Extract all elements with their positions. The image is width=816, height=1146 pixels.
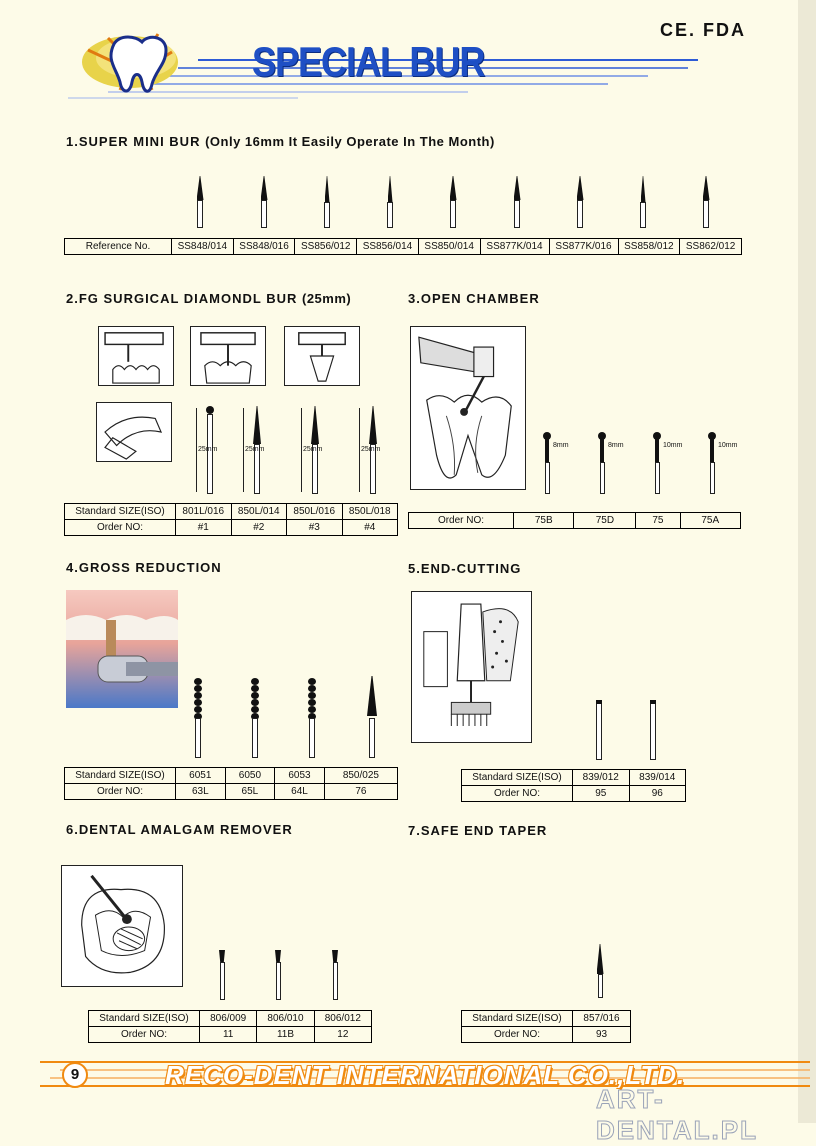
ref-cell: SS877K/014 <box>480 239 549 255</box>
dimension-label: 25mm <box>361 446 381 453</box>
bur-segment <box>194 678 202 685</box>
order-cell: #3 <box>287 520 343 536</box>
bur-shank <box>220 962 225 1000</box>
size-cell: 6050 <box>225 768 275 784</box>
dimension-line <box>359 408 360 492</box>
bur-head <box>219 950 225 962</box>
order-cell: 75A <box>680 513 740 529</box>
page-number: 9 <box>62 1062 88 1088</box>
bur-segment <box>251 678 259 685</box>
section-4-table <box>64 767 398 800</box>
size-cell: 6051 <box>176 768 226 784</box>
page-title: SPECIAL BUR <box>252 38 485 86</box>
order-cell: 63L <box>176 784 226 800</box>
order-cell: #1 <box>176 520 232 536</box>
bur-segment <box>308 685 316 692</box>
company-name: RECO-DENT INTERNATIONAL CO.,LTD. <box>165 1060 686 1090</box>
bur-segment <box>194 685 202 692</box>
size-cell: 850L/018 <box>342 504 398 520</box>
bur-head <box>253 406 261 444</box>
bur-segment <box>194 699 202 706</box>
bur-head <box>577 176 584 200</box>
bur-shank <box>207 414 213 494</box>
order-cell: 76 <box>324 784 397 800</box>
bur-segment <box>251 706 259 713</box>
bur-shank <box>387 202 393 228</box>
dimension-label: 8mm <box>608 442 624 449</box>
section-1-title <box>66 134 495 149</box>
bur-neck <box>545 438 549 462</box>
bur-shank <box>577 200 583 228</box>
ref-cell: SS850/014 <box>418 239 480 255</box>
bur-shank <box>261 200 267 228</box>
ref-cell: SS862/012 <box>680 239 742 255</box>
section-6-table <box>88 1010 372 1043</box>
bur-segment <box>194 692 202 699</box>
size-label: Standard SIZE(ISO) <box>89 1011 200 1027</box>
surgical-illustration-2 <box>190 326 266 386</box>
bur-head <box>325 176 330 202</box>
page-edge <box>798 0 816 1123</box>
ref-cell: SS856/012 <box>295 239 357 255</box>
size-cell: 857/016 <box>573 1011 631 1027</box>
dimension-label: 10mm <box>663 442 683 449</box>
bur-segment <box>251 692 259 699</box>
bur-shank <box>195 718 201 758</box>
bur-segment <box>308 678 316 685</box>
bur-shank <box>703 200 709 228</box>
size-cell: 850L/014 <box>231 504 287 520</box>
bur-head <box>311 406 319 444</box>
order-cell: 75 <box>636 513 680 529</box>
section-1-table <box>64 238 742 255</box>
bur-shank <box>598 974 603 998</box>
bur-head <box>206 406 214 414</box>
order-cell: 93 <box>573 1027 631 1043</box>
bur-shank <box>324 202 330 228</box>
order-cell: #4 <box>342 520 398 536</box>
size-label: Standard SIZE(ISO) <box>65 504 176 520</box>
order-label: Order NO: <box>65 520 176 536</box>
section-2-note: (25mm) <box>301 291 352 306</box>
bur-segment <box>308 692 316 699</box>
section-1-note: (Only 16mm It Easily Operate In The Month) <box>205 134 495 149</box>
bur-head <box>388 176 393 202</box>
end-cutting-illustration <box>411 591 532 743</box>
bur-segment <box>194 706 202 713</box>
bur-tip <box>650 700 656 704</box>
ref-cell: SS877K/016 <box>549 239 618 255</box>
surgical-illustration-4 <box>96 402 172 462</box>
order-cell: 11B <box>257 1027 314 1043</box>
bur-shank <box>514 200 520 228</box>
dimension-line <box>196 408 197 492</box>
dimension-label: 8mm <box>553 442 569 449</box>
size-cell: 839/014 <box>629 770 686 786</box>
section-6-title: 6.DENTAL AMALGAM REMOVER <box>66 822 293 837</box>
dimension-label: 25mm <box>198 446 218 453</box>
bur-segment <box>308 706 316 713</box>
bur-head <box>261 176 268 200</box>
section-1-heading: 1.SUPER MINI BUR <box>66 134 201 149</box>
bur-shank <box>333 962 338 1000</box>
order-label: Order NO: <box>462 786 573 802</box>
section-7-title: 7.SAFE END TAPER <box>408 823 548 838</box>
order-label: Order NO: <box>89 1027 200 1043</box>
section-2-table <box>64 503 398 536</box>
bur-head <box>197 176 204 200</box>
bur-shank <box>600 462 605 494</box>
bur-shank <box>640 202 646 228</box>
section-5-table <box>461 769 686 802</box>
order-cell: 64L <box>275 784 325 800</box>
order-cell: #2 <box>231 520 287 536</box>
section-4-title: 4.GROSS REDUCTION <box>66 560 222 575</box>
watermark: ART-DENTAL.PL <box>596 1084 758 1145</box>
size-cell: 839/012 <box>573 770 630 786</box>
bur-shank <box>369 718 375 758</box>
size-cell: 806/010 <box>257 1011 314 1027</box>
bur-head <box>332 950 338 962</box>
order-label: Order NO: <box>462 1027 573 1043</box>
bur-segment <box>308 699 316 706</box>
tooth-logo-icon <box>82 34 178 91</box>
bur-neck <box>655 438 659 462</box>
surgical-illustration-1 <box>98 326 174 386</box>
section-7-table <box>461 1010 631 1043</box>
section-2-heading: 2.FG SURGICAL DIAMONDL BUR <box>66 291 298 306</box>
bur-shank <box>276 962 281 1000</box>
section-5-title: 5.END-CUTTING <box>408 561 522 576</box>
section-3-title: 3.OPEN CHAMBER <box>408 291 540 306</box>
bur-shank <box>252 718 258 758</box>
section-2-title <box>66 291 351 306</box>
order-cell: 75B <box>514 513 574 529</box>
gross-reduction-photo <box>66 590 178 708</box>
amalgam-remover-illustration <box>61 865 183 987</box>
ref-cell: SS858/012 <box>618 239 680 255</box>
bur-shank <box>309 718 315 758</box>
bur-neck <box>710 438 714 462</box>
bur-shank <box>197 200 203 228</box>
bur-shank <box>710 462 715 494</box>
bur-head <box>367 676 377 716</box>
ref-cell: SS856/014 <box>357 239 419 255</box>
surgical-illustration-3 <box>284 326 360 386</box>
order-label: Order NO: <box>409 513 514 529</box>
bur-segment <box>251 699 259 706</box>
size-cell: 806/009 <box>200 1011 257 1027</box>
bur-head <box>703 176 710 200</box>
bur-shank <box>650 700 656 760</box>
order-cell: 96 <box>629 786 686 802</box>
dimension-label: 10mm <box>718 442 738 449</box>
dimension-label: 25mm <box>245 446 265 453</box>
open-chamber-illustration <box>410 326 526 490</box>
ref-cell: SS848/014 <box>172 239 234 255</box>
dimension-line <box>301 408 302 492</box>
bur-head <box>369 406 377 444</box>
size-cell: 801L/016 <box>176 504 232 520</box>
bur-shank <box>450 200 456 228</box>
ref-cell: SS848/016 <box>233 239 295 255</box>
size-cell: 850L/016 <box>287 504 343 520</box>
size-cell: 6053 <box>275 768 325 784</box>
bur-head <box>597 944 604 974</box>
bur-head <box>514 176 521 200</box>
size-label: Standard SIZE(ISO) <box>462 1011 573 1027</box>
dimension-line <box>243 408 244 492</box>
size-cell: 850/025 <box>324 768 397 784</box>
size-label: Standard SIZE(ISO) <box>65 768 176 784</box>
order-cell: 11 <box>200 1027 257 1043</box>
section-3-table <box>408 512 741 529</box>
bur-shank <box>545 462 550 494</box>
order-cell: 65L <box>225 784 275 800</box>
reference-label: Reference No. <box>65 239 172 255</box>
bur-shank <box>596 700 602 760</box>
bur-segment <box>251 685 259 692</box>
bur-tip <box>596 700 602 704</box>
size-cell: 806/012 <box>314 1011 371 1027</box>
bur-shank <box>655 462 660 494</box>
order-cell: 75D <box>574 513 636 529</box>
dimension-label: 25mm <box>303 446 323 453</box>
order-label: Order NO: <box>65 784 176 800</box>
bur-head <box>275 950 281 962</box>
bur-neck <box>600 438 604 462</box>
size-label: Standard SIZE(ISO) <box>462 770 573 786</box>
order-cell: 95 <box>573 786 630 802</box>
certification-label: CE. FDA <box>660 20 746 40</box>
bur-head <box>450 176 457 200</box>
bur-head <box>641 176 646 202</box>
order-cell: 12 <box>314 1027 371 1043</box>
